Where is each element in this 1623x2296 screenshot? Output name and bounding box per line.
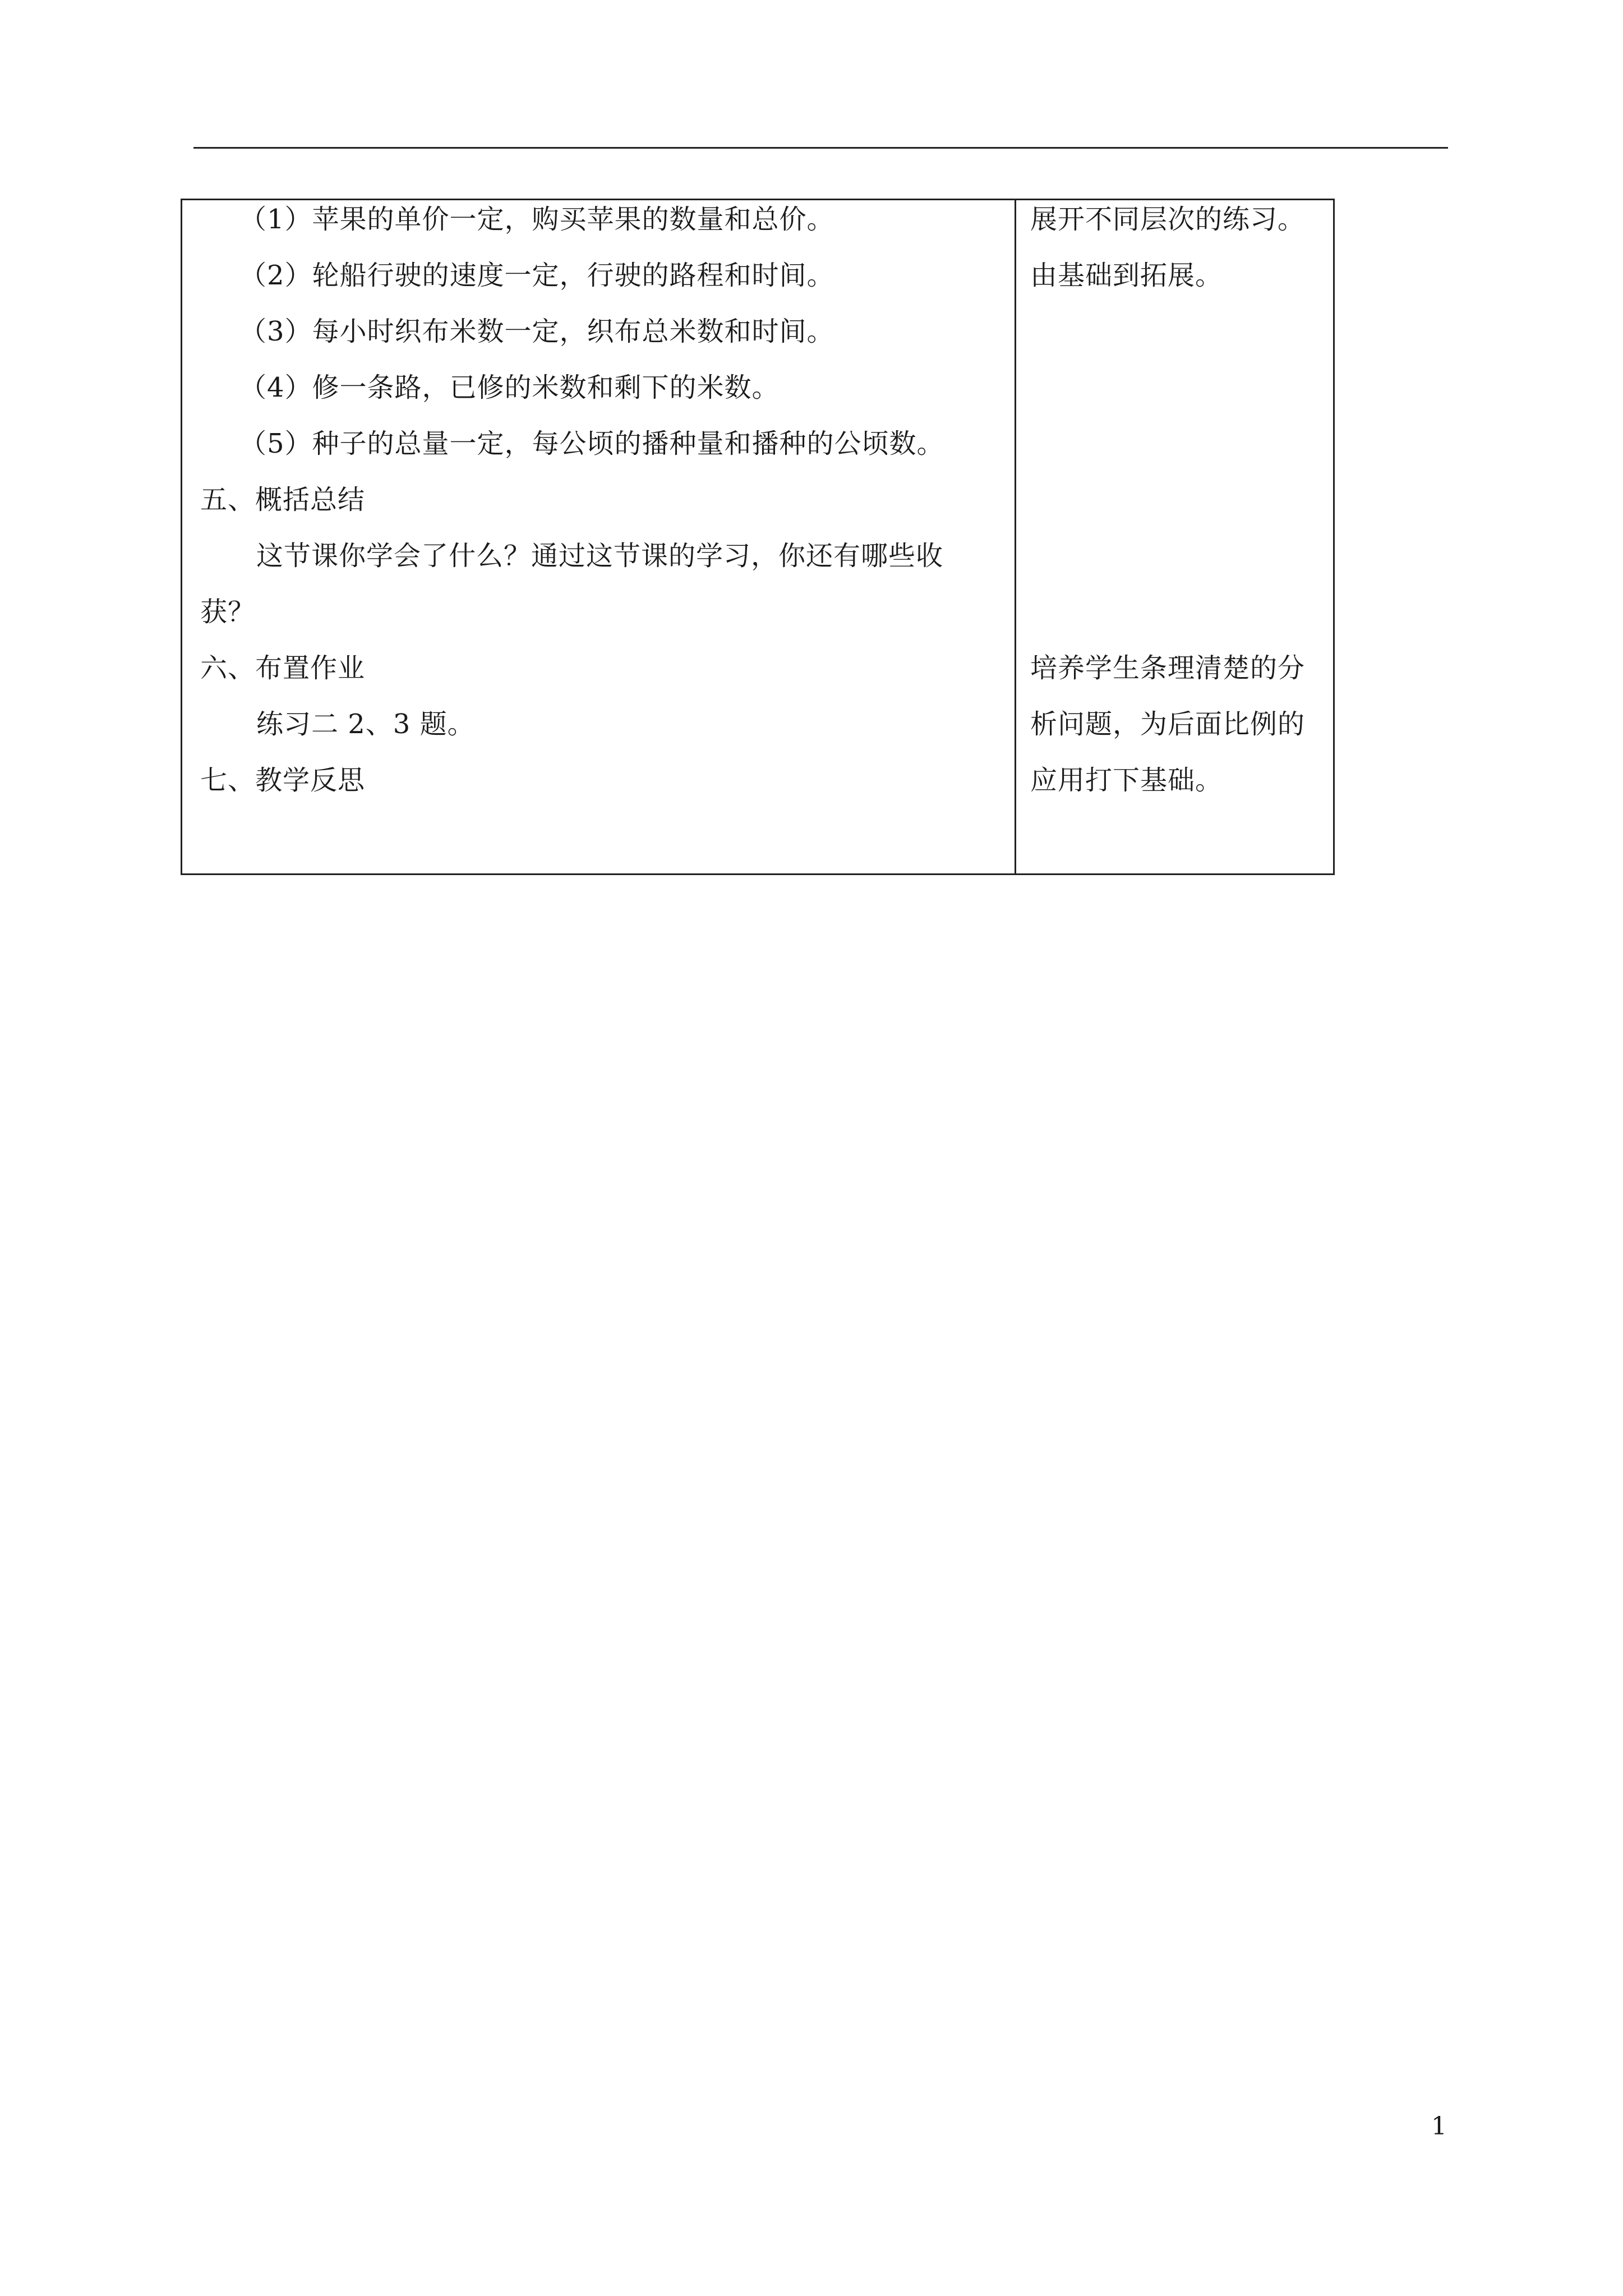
design-note-2-line-1: 培养学生条理清楚的分 — [1030, 652, 1306, 684]
design-note-1-line-2: 由基础到拓展。 — [1030, 260, 1223, 291]
design-note-2-line-3: 应用打下基础。 — [1030, 765, 1223, 796]
practice-item-3: （3）每小时织布米数一定，织布总米数和时间。 — [239, 316, 834, 347]
summary-text-line-2: 获？ — [200, 596, 256, 628]
lesson-plan-table — [181, 199, 1335, 875]
practice-item-5: （5）种子的总量一定，每公顷的播种量和播种的公顷数。 — [239, 428, 944, 459]
homework-text: 练习二 2、3 题。 — [256, 708, 475, 740]
column-divider — [1015, 200, 1016, 873]
summary-text-line-1: 这节课你学会了什么？通过这节课的学习，你还有哪些收 — [256, 540, 944, 572]
design-note-1-line-1: 展开不同层次的练习。 — [1030, 204, 1306, 235]
page-number: 1 — [1431, 2112, 1447, 2141]
section-heading-reflection: 七、教学反思 — [200, 765, 366, 796]
section-heading-summary: 五、概括总结 — [200, 484, 366, 516]
practice-item-4: （4）修一条路，已修的米数和剩下的米数。 — [239, 372, 780, 403]
section-heading-homework: 六、布置作业 — [200, 652, 366, 684]
header-rule — [193, 147, 1448, 149]
practice-item-1: （1）苹果的单价一定，购买苹果的数量和总价。 — [239, 204, 834, 235]
design-note-2-line-2: 析问题，为后面比例的 — [1030, 708, 1306, 740]
practice-item-2: （2）轮船行驶的速度一定，行驶的路程和时间。 — [239, 260, 834, 291]
